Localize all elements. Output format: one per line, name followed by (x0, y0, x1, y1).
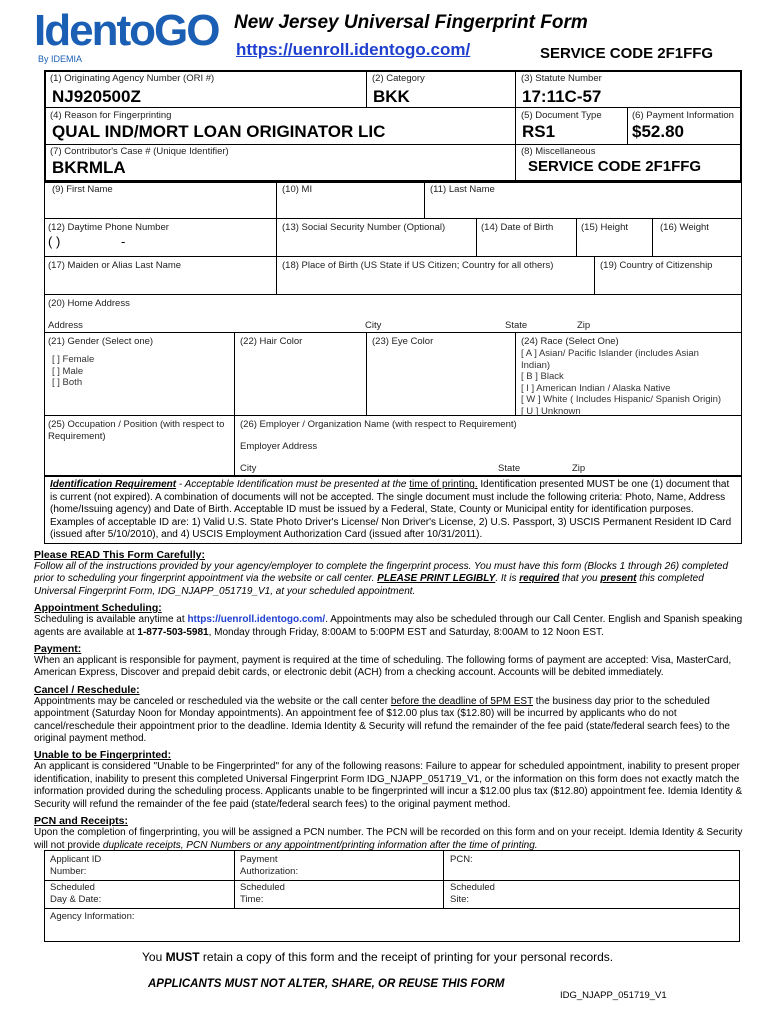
unable-heading: Unable to be Fingerprinted: (34, 749, 172, 762)
appointment-heading: Appointment Scheduling: (34, 602, 162, 615)
phone-dash: - (121, 234, 126, 249)
category-label: (2) Category (372, 73, 425, 84)
phone-paren[interactable]: ( ) (48, 234, 61, 249)
address-label: Address (48, 320, 83, 331)
city-label: City (365, 320, 382, 331)
call-center-phone: 1-877-503-5981 (137, 626, 209, 638)
race-option-u[interactable]: [ U ] Unknown (521, 405, 581, 417)
employer-city-label: City (240, 463, 257, 474)
misc-label: (8) Miscellaneous (521, 146, 596, 157)
cancel-body: Appointments may be canceled or rescheduled via the website or the call center before the deadline of 5PM EST the business day prior to the scheduled appointment (Saturday Noon for Monday appointments). An appointment fee of $12.00 plus tax ($12.80) will be incurred by applicants who do not cancel/reschedule their appointment prior to the deadline. Idemia Identity & Security will refund the remainder of the fee paid (state/federal search fees) to the original payment method. (34, 695, 730, 745)
ori-label: (1) Originating Agency Number (ORI #) (50, 73, 215, 84)
race-option-a-cont: Indian) (521, 359, 551, 371)
state-label: State (505, 320, 528, 331)
pcn-body: Upon the completion of fingerprinting, you will be assigned a PCN number. The PCN will be recorded on this form and on your receipt. Idemia Identity & Security will not provide duplicate receipts, PCN Numbers or any appointment/printing information after the time of printing. (34, 827, 743, 851)
hair-label: (22) Hair Color (240, 336, 303, 347)
phone-label: (12) Daytime Phone Number (48, 222, 169, 233)
gender-label: (21) Gender (Select one) (48, 336, 154, 347)
first-name-label: (9) First Name (52, 184, 113, 195)
pcn-heading: PCN and Receipts: (34, 815, 128, 828)
form-title: New Jersey Universal Fingerprint Form (234, 12, 588, 33)
employer-label: (26) Employer / Organization Name (with respect to Requirement) (240, 419, 517, 430)
do-not-alter-notice: APPLICANTS MUST NOT ALTER, SHARE, OR REUSE THIS FORM (148, 978, 505, 990)
identification-requirement-text (50, 479, 738, 542)
gender-male-option[interactable]: [ ] Male (52, 365, 84, 377)
unable-body: An applicant is considered "Unable to be Fingerprinted" for any of the following reasons: Failure to appear for scheduled appointment, inability to present proper identification, inability to present this completed Universal Fingerprint Form IDG_NJAPP_051719_V1, or the information on this form does not exactly match the information provided during the scheduling process. Applicants unable to be fingerprinted will incur a $12.00 plus tax ($12.80) appointment fee. Idemia Identity & Security will refund the remainder of the fee paid (state/federal search fees) to the original payment method. (34, 761, 743, 810)
zip-label: Zip (577, 320, 591, 331)
retain-copy-notice: You MUST retain a copy of this form and the receipt of printing for your personal records. (142, 950, 614, 964)
scheduled-time-label: Scheduled Time: (240, 882, 285, 905)
dob-label: (14) Date of Birth (481, 222, 554, 233)
reason-value[interactable]: QUAL IND/MORT LOAN ORIGINATOR LIC (52, 122, 386, 141)
gender-both-option[interactable]: [ ] Both (52, 377, 83, 388)
home-address-label: (20) Home Address (48, 298, 130, 309)
service-code-top: SERVICE CODE 2F1FFG (540, 45, 714, 62)
eye-label: (23) Eye Color (372, 336, 434, 347)
occupation-label: (25) Occupation / Position (with respect to Requirement) (48, 419, 225, 442)
payment-auth-label: Payment Authorization: (240, 854, 299, 877)
employer-zip-label: Zip (572, 463, 586, 474)
misc-value[interactable]: SERVICE CODE 2F1FFG (528, 158, 702, 175)
employer-state-label: State (498, 463, 521, 474)
pob-label: (18) Place of Birth (US State if US Citizen; Country for all others) (282, 260, 554, 271)
logo-subtext: By IDEMIA (38, 54, 83, 64)
header-url-link[interactable]: https://uenroll.identogo.com/ (236, 40, 471, 59)
identogo-logo (34, 6, 219, 64)
ident-text-2: Identification presented MUST be one (1) document that is current (not expired). A combination of documents will not be accepted. The single document must include the following criteria: Photo, Name, Address (home/Issuing agency) and Date of Birth. Acceptable ID must be issued by a Federal, State, County or Municipal entity for identification purposes. Examples of acceptable ID are: 1) Valid U.S. State Photo Driver's License/ Non Driver's License, 2) U.S. Passport, 3) USCIS Permanent Resident ID Card (issued after 5/10/2010), and 4) USCIS Employment Authorization Card (issued after 10/31/2011). (50, 479, 732, 540)
payment-body: When an applicant is responsible for payment, payment is required at the time of scheduling. The following forms of payment are accepted: Visa, MasterCard, American Express, Discover and prepaid debit cards, or electronic debit (ACH) from a checking account. Accounts will be debited immediately. (34, 655, 732, 679)
reason-label: (4) Reason for Fingerprinting (50, 110, 172, 121)
agency-info-label: Agency Information: (50, 911, 135, 922)
category-value[interactable]: BKK (373, 87, 410, 106)
race-label: (24) Race (Select One) (521, 336, 619, 347)
statute-label: (3) Statute Number (521, 73, 602, 84)
ssn-label: (13) Social Security Number (Optional) (282, 222, 446, 233)
office-use-table (44, 850, 740, 942)
instructions-section (34, 549, 744, 852)
ori-value[interactable]: NJ920500Z (52, 87, 141, 106)
race-option-i[interactable]: [ I ] American Indian / Alaska Native (521, 382, 671, 394)
citizenship-label: (19) Country of Citizenship (600, 260, 713, 271)
scheduled-day-label: Scheduled Day & Date: (50, 882, 102, 905)
race-option-w[interactable]: [ W ] White ( Includes Hispanic/ Spanish Origin) (521, 394, 722, 405)
statute-value[interactable]: 17:11C-57 (522, 87, 602, 106)
pcn-label: PCN: (450, 854, 473, 865)
weight-label: (16) Weight (660, 222, 709, 233)
applicant-id-label: Applicant ID Number: (50, 854, 102, 877)
employer-address-label: Employer Address (240, 441, 318, 452)
gender-options (52, 354, 94, 389)
last-name-label: (11) Last Name (430, 184, 495, 195)
payment-info-value[interactable]: $52.80 (632, 122, 684, 141)
race-option-a[interactable]: [ A ] Asian/ Pacific Islander (includes Asian (521, 348, 699, 359)
payment-info-label: (6) Payment Information (632, 110, 734, 121)
scheduled-site-label: Scheduled Site: (450, 882, 495, 905)
doctype-value[interactable]: RS1 (522, 122, 556, 141)
payment-heading: Payment: (34, 643, 82, 656)
gender-female-option[interactable]: [ ] Female (52, 354, 95, 365)
appointment-body: Scheduling is available anytime at https://uenroll.identogo.com/. Appointments may also be scheduled through our Call Center. English and Spanish speaking agents are available at 1-877-503-5981, Monday through Friday, 8:00AM to 5:00PM EST and Saturday, 8:00AM to 12 Noon EST. (34, 614, 743, 638)
maiden-label: (17) Maiden or Alias Last Name (48, 260, 182, 271)
logo-text: IdentoGO (34, 6, 219, 55)
ident-time-of-printing: time of printing. (409, 479, 478, 490)
case-label: (7) Contributor's Case # (Unique Identifier) (50, 146, 229, 157)
case-value[interactable]: BKRMLA (52, 158, 126, 177)
height-label: (15) Height (581, 222, 628, 233)
read-body: Follow all of the instructions provided by your agency/employer to complete the fingerprint process. You must have this form (Blocks 1 through 26) completed prior to scheduling your fingerprint appointment via the website or call center. PLEASE PRINT LEGIBLY. It is required that you present this completed Universal Fingerprint Form, IDG_NJAPP_051719_V1, at your scheduled appointment. (34, 561, 729, 597)
ident-heading: Identification Requirement (50, 479, 177, 490)
race-options (521, 348, 739, 417)
cancel-heading: Cancel / Reschedule: (34, 683, 140, 696)
ident-text-1: - Acceptable Identification must be presented at the (176, 479, 410, 490)
doctype-label: (5) Document Type (521, 110, 602, 121)
form-version: IDG_NJAPP_051719_V1 (560, 990, 667, 1001)
mi-label: (10) MI (282, 184, 313, 195)
read-heading: Please READ This Form Carefully: (34, 549, 205, 561)
race-option-b[interactable]: [ B ] Black (521, 371, 564, 382)
appointment-link[interactable]: https://uenroll.identogo.com/ (187, 614, 326, 626)
